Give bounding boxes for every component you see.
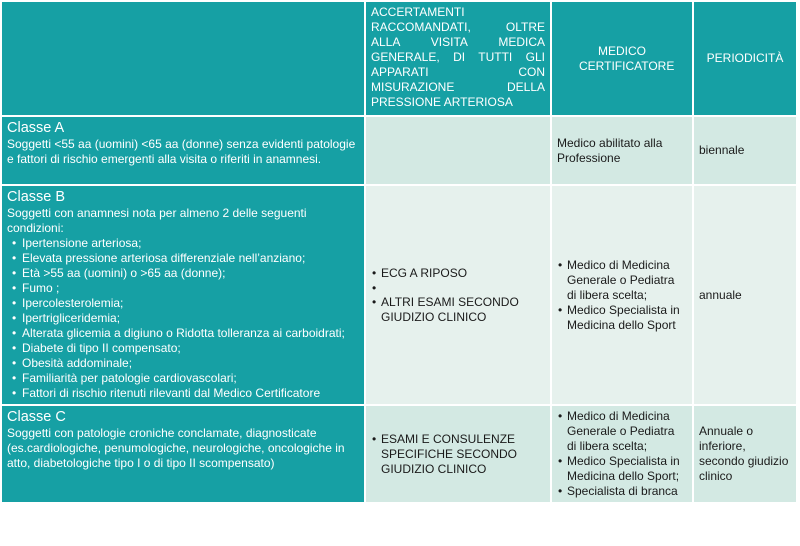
classe-c-periodicity: Annuale o inferiore, secondo giudizio clinico <box>699 424 789 483</box>
header-medico-certificatore <box>552 2 692 115</box>
classe-c-medico-cell <box>552 406 692 502</box>
classe-b-title: Classe B <box>7 189 66 205</box>
classe-a-cell <box>2 117 364 184</box>
classe-c-medico-list <box>557 409 687 499</box>
classe-c-description: Soggetti con patologie croniche conclamate, diagnosticate (es.cardiologiche, penumologiche, neurologiche, oncologiche in atto, diabetologiche tipo I o di tipo II scompensato) <box>7 426 345 470</box>
header-empty-cell <box>2 2 364 115</box>
classe-b-cell <box>2 186 364 404</box>
criteria-item: • Alterata glicemia a digiuno o Ridotta tolleranza ai carboidrati; <box>11 326 359 341</box>
criteria-item: • Ipertensione arteriosa; <box>11 236 359 251</box>
classe-b-description: Soggetti con anamnesi nota per almeno 2 delle seguenti condizioni: <box>7 206 307 235</box>
classe-a-description: Soggetti <55 aa (uomini) <65 aa (donne) senza evidenti patologie e fattori di rischio emergenti alla visita o riferiti in anamnesi. <box>7 137 356 166</box>
criteria-item: • Elevata pressione arteriosa differenziale nell’anziano; <box>11 251 359 266</box>
classe-a-exams-cell <box>366 117 550 184</box>
classe-b-periodicity-cell <box>694 186 796 404</box>
classe-b-medico-cell <box>552 186 692 404</box>
classe-b-periodicity: annuale <box>699 287 742 302</box>
medico-item: • Specialista di branca <box>557 484 687 499</box>
classe-a-periodicity-cell <box>694 117 796 184</box>
spacer <box>371 281 545 295</box>
exam-item: • ESAMI E CONSULENZE SPECIFICHE SECONDO GIUDIZIO CLINICO <box>371 432 545 477</box>
medico-item: • Medico di Medicina Generale o Pediatra di libera scelta; <box>557 258 687 303</box>
classe-c-exams-cell <box>366 406 550 502</box>
classe-b-medico-list <box>557 258 687 333</box>
classe-c-title: Classe C <box>7 409 66 425</box>
classe-a-periodicity: biennale <box>699 143 745 157</box>
header-accertamenti-text: ACCERTAMENTI RACCOMANDATI, OLTRE ALLA VISITA MEDICA GENERALE, DI TUTTI GLI APPARATI CON MISURAZIONE DELLA PRESSIONE ARTERIOSA <box>371 5 545 109</box>
classe-c-periodicity-cell <box>694 406 796 502</box>
criteria-item: • Ipertrigliceridemia; <box>11 311 359 326</box>
criteria-item: • Fattori di rischio ritenuti rilevanti dal Medico Certificatore <box>11 386 359 401</box>
medico-item: • Medico di Medicina Generale o Pediatra di libera scelta; <box>557 409 687 454</box>
classe-a-medico-text: Medico abilitato alla Professione <box>557 135 663 165</box>
row-classe-a <box>2 117 796 184</box>
criteria-item: • Età >55 aa (uomini) o >65 aa (donne); <box>11 266 359 281</box>
exam-item: • ALTRI ESAMI SECONDO GIUDIZIO CLINICO <box>371 295 545 325</box>
header-medico-text: MEDICO CERTIFICATORE <box>579 43 675 73</box>
header-accertamenti <box>366 2 550 115</box>
header-periodicita <box>694 2 796 115</box>
header-row <box>2 2 796 115</box>
classe-a-title: Classe A <box>7 120 65 136</box>
row-classe-b <box>2 186 796 404</box>
criteria-item: • Fumo ; <box>11 281 359 296</box>
classe-b-exams-list <box>371 266 545 325</box>
classe-a-medico-cell <box>552 117 692 184</box>
criteria-item: • Obesità addominale; <box>11 356 359 371</box>
medico-item: • Medico Specialista in Medicina dello Sport; <box>557 454 687 484</box>
classe-c-cell <box>2 406 364 502</box>
criteria-item: • Diabete di tipo II compensato; <box>11 341 359 356</box>
criteria-item: • Familiarità per patologie cardiovascolari; <box>11 371 359 386</box>
classe-b-exams-cell <box>366 186 550 404</box>
row-classe-c <box>2 406 796 502</box>
classe-b-criteria-list <box>7 236 359 401</box>
classe-c-exams-list <box>371 432 545 477</box>
header-periodicita-text: PERIODICITÀ <box>706 51 784 65</box>
criteria-item: • Ipercolesterolemia; <box>11 296 359 311</box>
medico-item: • Medico Specialista in Medicina dello Sport <box>557 303 687 333</box>
exam-item: • ECG A RIPOSO <box>371 266 545 281</box>
